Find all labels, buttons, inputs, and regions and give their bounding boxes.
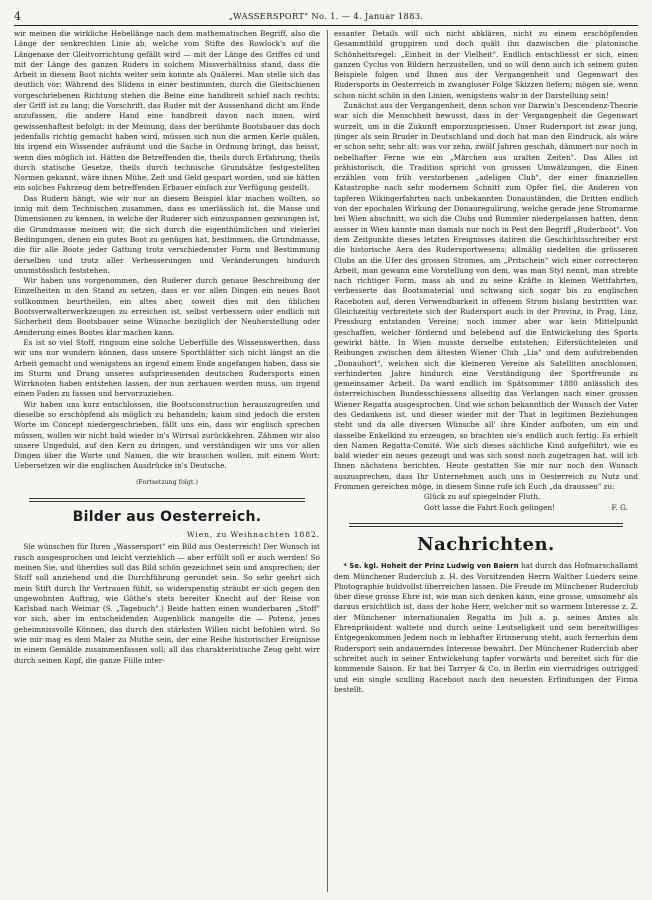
running-head: „WASSERSPORT" No. 1. — 4. Januar 1883. (228, 11, 424, 21)
news-title: Nachrichten. (417, 534, 555, 556)
signature: F. G. (611, 502, 628, 512)
news-text: hat durch das Hofmarschallamt dem Münchener Ruderclub z. H. des Vorsitzenden Herrn Walther Lueders seine Photographie huldvollst überreichen lassen. Die Freude im Münchener Ruderclub über diese grosse Ehre ist, wie man sich denken kann, eine grosse, umsomehr als daraus ersichtlich ist, dass der hohe Herr, welcher mit so warmem Interesse z. Z. der Münchener internationalen Regatta im Juli a. p. seines Amtes als Ehrenpräsident waltete und durch seine Leutseligkeit und sein bereitwilliges Entgegenkommen Jedem noch in lebhafter Erinnerung steht, auch fernerhin dem Rudersport sein andauerndes Interesse bewahrt. Der Münchener Ruderclub aber schreitet auch in seiner Entwickelung tapfer vorwärts und bereitet sich für die kommende Saison. Er hat bei Tarryer & Co. in Berlin ein vierrudriges outrigged und ein single sculling Raceboot nach den neuesten Erfindungen der Firma bestellt. (334, 561, 638, 694)
verse-line: Glück zu auf spiegelnder Fluth, (424, 492, 541, 502)
article-title: Bilder aus Oesterreich. (72, 509, 262, 526)
paragraph: Wir haben uns vorgenommen, den Ruderer durch genaue Beschreibung der Einzelheiten in den Stand zu setzen, dass er vor allen Dingen ein neues Boot vollkommen beurtheilen, ein altes aber, soweit dies mit den üblichen Bootsverwalterwerkzeugen zu erreichen ist, selbst verbessern oder endlich mit Sicherheit dem Bootsbauer seine Wünsche bezüglich der Neuherstellung oder Aenderung eines Bootes klar machen kann. (14, 276, 320, 337)
continuation-note: (Fortsetzung folgt.) (136, 478, 198, 486)
paragraph: Sie wünschen für Ihren „Wassersport" ein Bild aus Oesterreich! Der Wunsch ist rasch ausgesprochen und leicht verziehlich — aber erfüllt soll er auch werden! So meinen Sie, und überdies soll das Bild schön gezeichnet sein und ansprechen; der Stoff soll anziehend und die Durchführung gerundet sein. So sehr geehrt sich mein Stift durch Ihr Vertrauen fühlt, so widerspenstig sträubt er sich gegen den ungewohnten Auftrag, wie Göthe's stets bereiter Knecht auf der Reise von Karlsbad nach Weimar (S. „Tagebuch".) Beide hatten einen wunderbaren „Stoff" vor sich, aber im entscheidenden Augenblick mangelte die — Potenz, jenes geheimnissvolle Können, das durch den stärksten Willen nicht befohlen wird. So wie mir mag es dem Maler zu Muthe sein, der eine Reihe historischer Ereignisse in einem Gemälde zusammenfassen soll; all das charakteristische Zeug geht wirr durch seinen Kopf, die ganze Fülle inter- (14, 542, 320, 665)
column-divider (327, 30, 328, 892)
section-rule (349, 526, 623, 527)
header-rule (14, 25, 638, 26)
paragraph: essanter Details will sich nicht abklären, nicht zu einem erschöpfenden Gesammtbild gruppiren und doch quält ihn dazwischen die platonische Schönheitsregel: „Einheit in der Vielheit". Endlich entschliesst er sich, einen ganzen Cyclus von Bildern herzustellen, und so will denn auch ich seinem guten Beispiele folgen und Ihnen aus der Vergangenheit und Gegenwart des Rudersports in Oesterreich in zwangloser Folge Skizzen liefern; mögen sie, wenn schon nicht schön in den Linien, wenigstens wahr in der Darstellung sein! (334, 29, 638, 100)
paragraph: wir meinen die wirkliche Hebellänge nach dem mathematischen Begriff, also die Länge der senkrechten Linie ab, welche vom Stifte des Rowlock's auf die Längenaxe der Gleitvorrichtung gefällt wird — mit der Länge des Griffes cd und mit der Länge des ganzen Ruders in solchem Missverhältniss stand, dass die Arbeit in diesem Boot nichts weiter sein konnte als Quälerei. Man stelle sich das deutlich vor: Während des Slidens in einer bestimmten, durch die Gleitschienen vorgeschriebenen Richtung stehen die Beine eine handbreit schief nach rechts; der Griff ist zu lang; die Vorschrift, das Ruder mit der Aussenhand dicht am Ende anzufassen, die andere Hand eine handbreit davon nach innen, wird gewissenhaftest befolgt: in der Meinung, dass der berühmte Bootsbauer das doch jedenfalls richtig gemacht haben wird, müssen sich nun die armen Kerle quälen, bis irgend ein Wissender aufräumt und die Sache in Ordnung bringt, das heisst, wenn dies möglich ist. Hätten die Betreffenden die, theils durch Erfahrung, theils durch statische Gesetze, theils durch technische Grundsätze festgestellten Normen gekannt, wäre ihnen Mühe, Zeit und Geld gespart worden, und sie hätten ein solches Fahrzeug dem betreffenden Erbauer einfach zur Verfügung gestellt. (14, 29, 320, 193)
paragraph: Es ist so viel Stoff, ringsum eine solche Ueberfülle des Wissenswerthen, dass wir uns nur wundern können, dass unsere Sportblätter sich nicht längst an die Arbeit gemacht und wenigstens an irgend einem Ende angefangen haben, dass sie im Sturm und Drang unseres aufspriessenden deutschen Rudersports einen Wirrknoten haben entstehen lassen, der nun zerhauen werden muss, um irgend einen Faden zu fassen und hervorzuziehen. (14, 337, 320, 399)
left-column (14, 29, 320, 895)
right-column (334, 29, 638, 895)
page-header (14, 10, 638, 24)
dateline: Wien, zu Weihnachten 1882. (186, 530, 320, 540)
news-item (334, 561, 638, 695)
paragraph: Zunächst aus der Vergangenheit, denn schon vor Darwin's Descendenz-Theorie war sich die Menschheit bewusst, dass in der Vergangenheit die Gegenwart wurzelt, um in die Zukunft emporzuspriessen. Unser Rudersport ist zwar jung, jünger als sein Bruder in Deutschland und doch hat man den Eindruck, als wäre er schon sehr, sehr alt: was vor zehn, zwölf Jahren geschah, dämmert nur noch in nebelhafter Ferne wie ein „Märchen aus uralten Zeiten". Das Alles ist prähistorisch, die Tradition spricht von grossen Umwälzungen, die Einen erzählen vom früh verstorbenen „adeligen Club", der einer finanziellen Katastrophe nach sehr modernem Schnitt zum Opfer fiel, die Anderen von tapferen Wikingerfahrten nach unbekannten Donauständen, die Dritten endlich von der epochalen Wirkung der Donauregulirung, welche gerade jene Stromarme bei Wien abschnitt, wo sich die Clubs und Bummler niedergelassen hatten, denn ausser in Wien kannte man damals nur noch in Pest den Begriff „Ruderboot". Von dem Zeitpunkte dieses letzten Ereignisses datiren die Geschichtsschreiber erst die historische Aera des Rudersportwesens; allmälig siedelten die grösseren Clubs an die Ufer des grossen Stromes, am „Pritschein" wich einer correcteren Arbeit, man gewann eine Vorstellung von dem, was man Styl nennt, man strebte nach richtiger Form, mass ab und zu seine Kräfte in kleinen Wettfahrten, verbesserte das Bootsmaterial und schwang sich sogar bis zu englischen Raceboten auf, deren Verwendbarkeit in offenem Strom bislang bestritten war. Gleichzeitig verbreitete sich der Rudersport auch in der Provinz, in Prag, Linz, Pressburg entstanden Vereine; noch immer aber war kein Mittelpunkt geschaffen, welcher fördernd und belebend auf die Entwickelung des Sports gewirkt hätte. In Wien musste derselbe entstehen; Eifersüchteleien und Reibungen zwischen dem ältesten Wiener Club „Lia" und dem aufstrebenden „Donauhort", welchen sich die kleineren Vereine als Satelliten anschlossen, verhinderten Jahre hindurch eine Verständigung der Sportfreunde zu gemeinsamer Arbeit. Da ward endlich im Spätsommer 1880 anlässlich des österreichischen Bundesschiessens allseitig das Verlangen nach einer grossen Wiener Regatta ausgesprochen. Und wie schon bekanntlich der Wunsch der Vater des Gedankens ist, und dieser wieder mit der That in legitimen Beziehungen steht und da alle diversen Wünsche all' ihre Kinder aufboten, um ein und dasselbe Enkelkind zu erzeugen, so brachten sie's endlich auch fertig. Es erhielt den Namen Regatta-Comité. Wie sich dieses sächliche Kind aufgeführt, wie es bald wieder ein neues gezeugt und was sich sonst noch zugetragen hat, will ich Ihnen nächstens berichten. Heute gestatten Sie mir nur noch den Wunsch auszusprechen, dass Ihr Unternehmen auch uns in Oesterreich zu Nutz und Frommen gereichen möge, in diesem Sinne rufe ich Euch „da draussen" zu: (334, 101, 638, 492)
paragraph: Das Rudern hängt, wie wir nur an diesem Beispiel klar machen wollten, so innig mit dem Technischen zusammen, dass es unerlässlich ist, die Masse und Dimensionen zu kennen, in welche der Ruderer sich einzuspannen gezwungen ist, die Grundmasse meinen wir, die sich durch die eigenthümlichen und vielerlei Bedingungen, denen ein gutes Boot zu genügen hat, bestimmen, die Grundmasse, die für alle Boote jeder Gattung trotz verschiedenster Form und Bestimmung derselben und trotz aller Verbesserungen und Veränderungen hindurch unumstösslich feststehen. (14, 193, 320, 275)
section-rule (349, 523, 623, 524)
section-rule (29, 501, 304, 502)
paragraph: Wir haben uns kurz entschlossen, die Bootsconstruction herauszugreifen und dieselbe so erschöpfend als möglich zu behandeln; kaum sind jedoch die ersten Worte im Concept niedergeschrieben, fällt uns ein, dass wir englisch sprechen müssen, wollen wir nicht bald wieder in's Wirrsal zurückkehren. Zähmen wir also unsere Ungeduld, auf den Kern zu dringen, und verständigen wir uns vor allen Dingen über die Worte und Namen, die wir brauchen wollen, mit einem Wort: Uebersetzen wir die englischen Ausdrücke in's Deutsche. (14, 399, 320, 471)
news-lead: * Se. kgl. Hoheit der Prinz Ludwig von Baiern (343, 562, 519, 571)
page-number: 4 (14, 10, 21, 23)
section-rule (29, 498, 304, 499)
verse-line: Gott lasse die Fahrt Euch gelingen! (424, 502, 556, 512)
